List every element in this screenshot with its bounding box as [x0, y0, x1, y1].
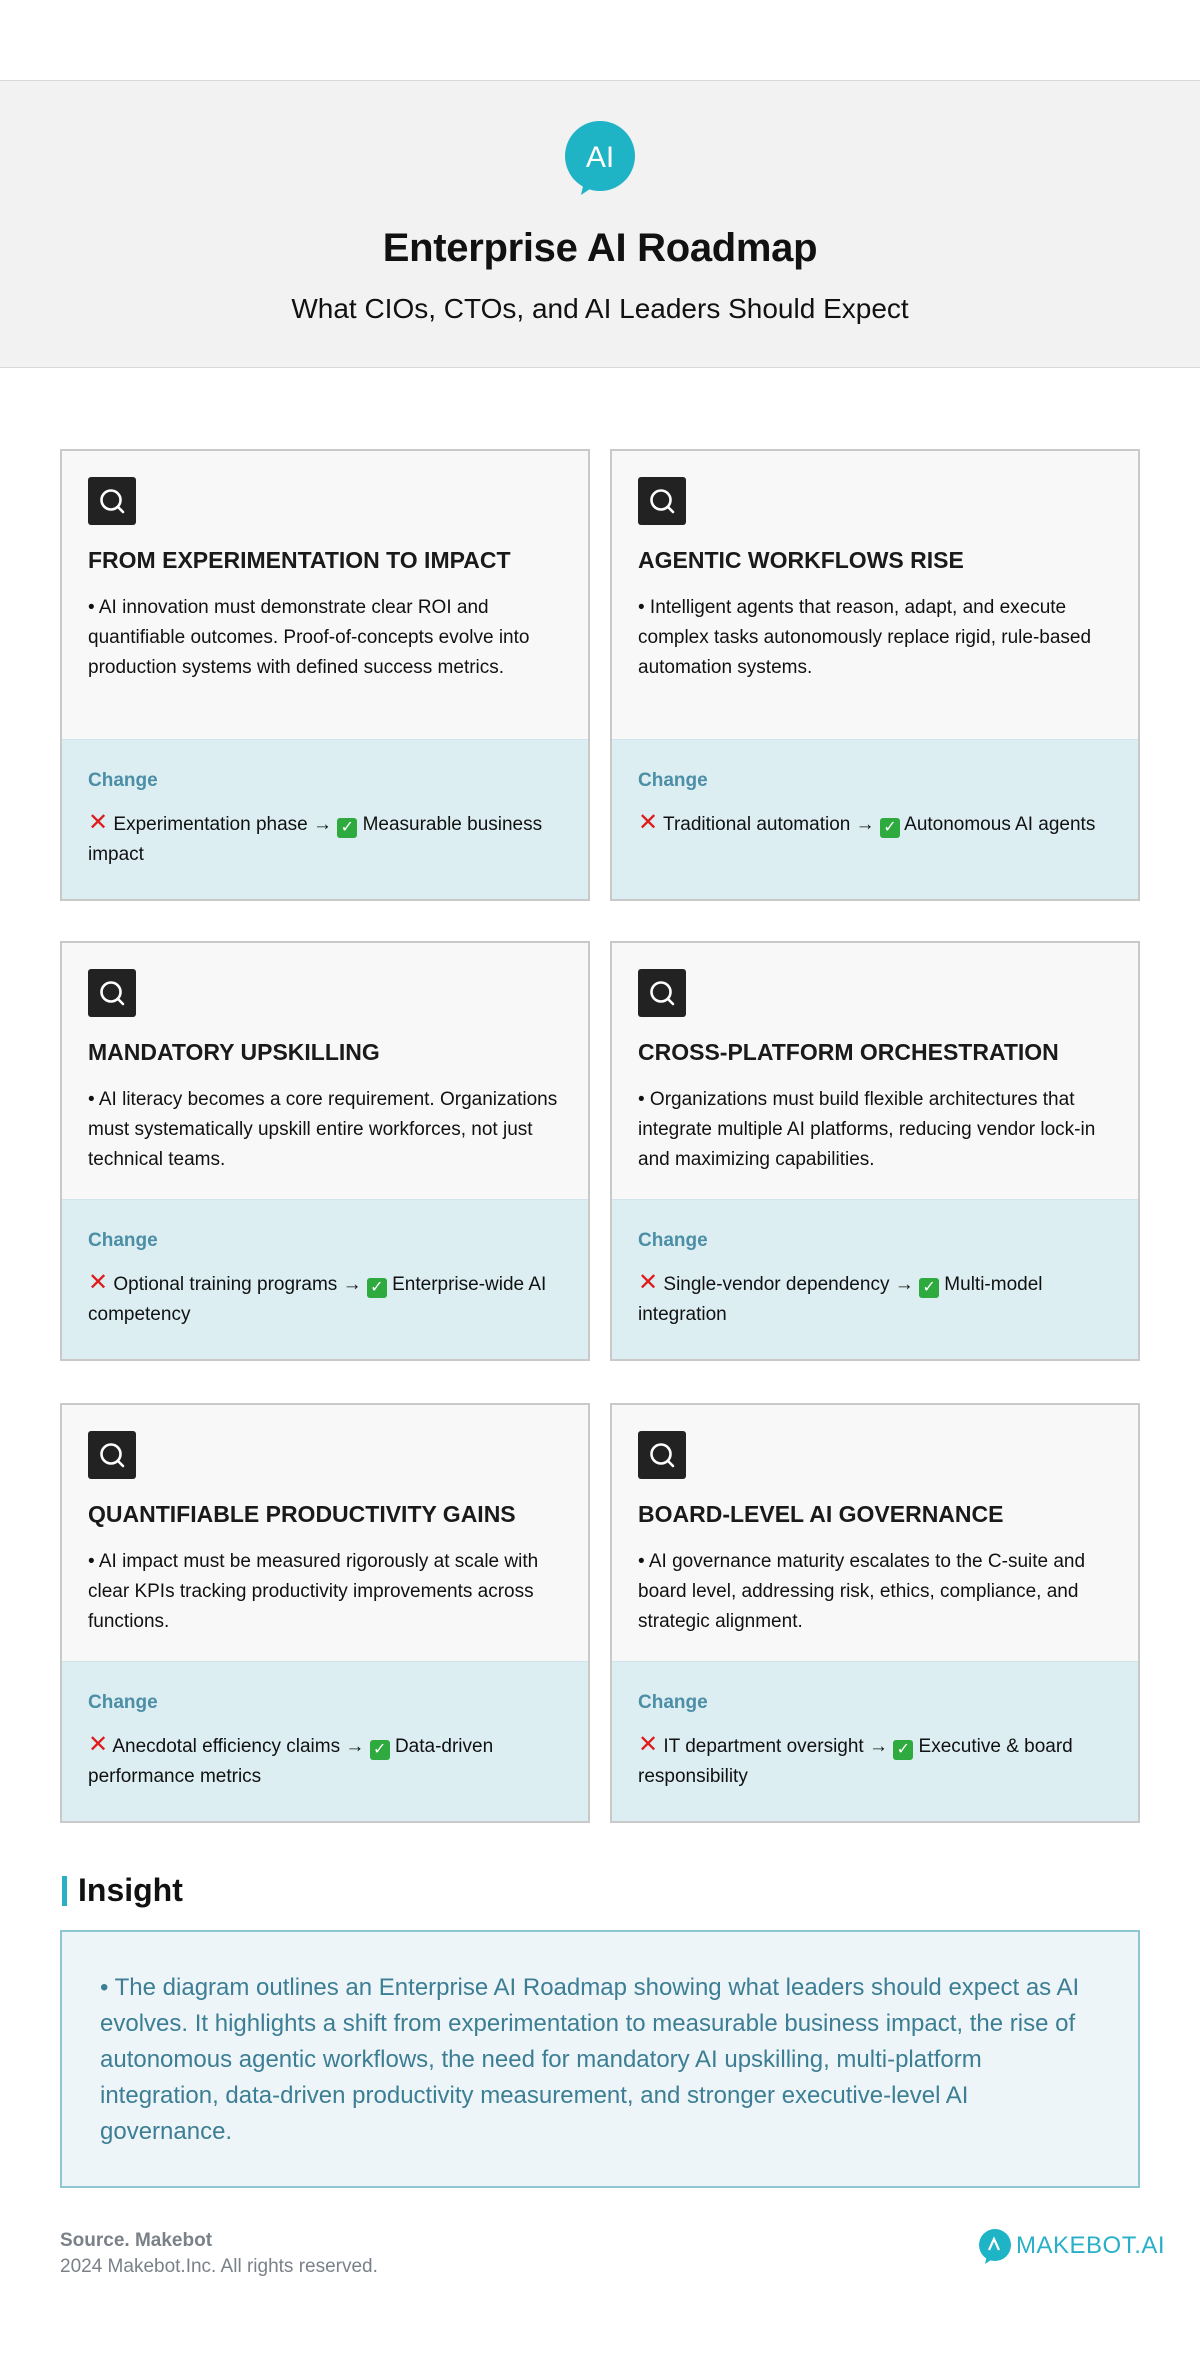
search-icon — [88, 477, 136, 525]
card-description: • Organizations must build flexible architectures that integrate multiple AI platforms, reducing vendor lock-in and maximizing capabilities. — [638, 1089, 1096, 1170]
arrow-icon: → — [894, 1274, 914, 1295]
card-change-section — [62, 739, 588, 899]
change-to: Autonomous AI agents — [904, 814, 1096, 835]
check-mark-icon: ✓ — [880, 818, 900, 838]
roadmap-card — [610, 941, 1140, 1361]
change-to: Data-driven performance metrics — [88, 1736, 494, 1787]
card-description: • AI innovation must demonstrate clear ROI and quantifiable outcomes. Proof-of-concepts evolve into production systems with defined success metrics. — [88, 597, 530, 678]
page-header — [0, 80, 1200, 368]
card-description: • AI impact must be measured rigorously at scale with clear KPIs tracking productivity improvements across functions. — [88, 1551, 539, 1632]
cross-mark-icon: ✕ — [88, 809, 109, 836]
change-from: Anecdotal efficiency claims — [112, 1736, 341, 1757]
arrow-icon: → — [345, 1736, 365, 1757]
footer-source: Source. Makebot — [60, 2230, 213, 2251]
change-to: Measurable business impact — [88, 814, 543, 865]
change-label: Change — [638, 1692, 708, 1713]
footer-copyright: 2024 Makebot.Inc. All rights reserved. — [60, 2256, 378, 2277]
insight-heading: Insight — [78, 1872, 183, 1908]
arrow-icon: → — [868, 1736, 888, 1757]
roadmap-card — [60, 449, 590, 901]
card-title: QUANTIFIABLE PRODUCTIVITY GAINS — [88, 1501, 516, 1527]
change-text — [638, 1270, 1124, 1330]
cross-mark-icon: ✕ — [88, 1269, 109, 1296]
change-text — [88, 1270, 574, 1330]
card-description: • AI literacy becomes a core requirement. Organizations must systematically upskill entire workforces, not just technical teams. — [88, 1089, 558, 1170]
change-to: Multi-model integration — [638, 1274, 1043, 1325]
search-icon — [88, 969, 136, 1017]
search-icon — [88, 1431, 136, 1479]
change-text — [638, 810, 1124, 840]
change-label: Change — [88, 1230, 158, 1251]
change-text — [88, 810, 574, 870]
ai-speech-bubble-icon — [565, 121, 635, 191]
card-change-section — [62, 1199, 588, 1359]
change-from: Optional training programs — [113, 1274, 338, 1295]
check-mark-icon: ✓ — [337, 818, 357, 838]
insight-box — [60, 1930, 1140, 2188]
card-change-section — [612, 739, 1138, 899]
check-mark-icon: ✓ — [893, 1740, 913, 1760]
card-title: MANDATORY UPSKILLING — [88, 1039, 380, 1065]
change-label: Change — [638, 1230, 708, 1251]
change-label: Change — [88, 1692, 158, 1713]
roadmap-card — [610, 1403, 1140, 1823]
page-subtitle: What CIOs, CTOs, and AI Leaders Should Expect — [291, 293, 909, 324]
footer-brand-logo[interactable] — [978, 2228, 1166, 2264]
makebot-logo-icon — [978, 2228, 1012, 2271]
page-title: Enterprise AI Roadmap — [382, 226, 818, 270]
svg-text:AI: AI — [585, 141, 615, 174]
footer-brand-text: MAKEBOT.AI — [1016, 2232, 1166, 2259]
change-text — [88, 1732, 574, 1792]
roadmap-card — [60, 941, 590, 1361]
search-icon — [638, 477, 686, 525]
check-mark-icon: ✓ — [919, 1278, 939, 1298]
card-title: FROM EXPERIMENTATION TO IMPACT — [88, 547, 511, 573]
cross-mark-icon: ✕ — [638, 809, 659, 836]
card-description: • Intelligent agents that reason, adapt, and execute complex tasks autonomously replace rigid, rule-based automation systems. — [638, 597, 1092, 678]
roadmap-card — [60, 1403, 590, 1823]
card-title: AGENTIC WORKFLOWS RISE — [638, 547, 964, 573]
change-to: Executive & board responsibility — [638, 1736, 1073, 1787]
card-description: • AI governance maturity escalates to the C-suite and board level, addressing risk, ethics, compliance, and strategic alignment. — [638, 1551, 1086, 1632]
change-from: Traditional automation — [663, 814, 851, 835]
cross-mark-icon: ✕ — [638, 1269, 659, 1296]
arrow-icon: → — [855, 814, 875, 835]
insight-accent-bar — [62, 1876, 67, 1906]
search-icon — [638, 969, 686, 1017]
arrow-icon: → — [342, 1274, 362, 1295]
change-label: Change — [638, 770, 708, 791]
search-icon — [638, 1431, 686, 1479]
check-mark-icon: ✓ — [367, 1278, 387, 1298]
card-title: CROSS-PLATFORM ORCHESTRATION — [638, 1039, 1059, 1065]
card-title: BOARD-LEVEL AI GOVERNANCE — [638, 1501, 1004, 1527]
change-from: Single-vendor dependency — [663, 1274, 890, 1295]
change-from: IT department oversight — [663, 1736, 864, 1757]
change-to: Enterprise-wide AI competency — [88, 1274, 547, 1325]
roadmap-card — [610, 449, 1140, 901]
change-label: Change — [88, 770, 158, 791]
change-from: Experimentation phase — [113, 814, 308, 835]
arrow-icon: → — [313, 814, 333, 835]
card-change-section — [612, 1199, 1138, 1359]
card-change-section — [612, 1661, 1138, 1821]
change-text — [638, 1732, 1124, 1792]
card-change-section — [62, 1661, 588, 1821]
insight-text: • The diagram outlines an Enterprise AI Roadmap showing what leaders should expect as AI evolves. It highlights a shift from experimentation to measurable business impact, the rise of autonomous agentic workflows, the need for mandatory AI upskilling, multi-platform integration, data-driven productivity measurement, and stronger executive-level AI governance. — [100, 1974, 1080, 2145]
check-mark-icon: ✓ — [370, 1740, 390, 1760]
cross-mark-icon: ✕ — [88, 1731, 109, 1758]
cross-mark-icon: ✕ — [638, 1731, 659, 1758]
